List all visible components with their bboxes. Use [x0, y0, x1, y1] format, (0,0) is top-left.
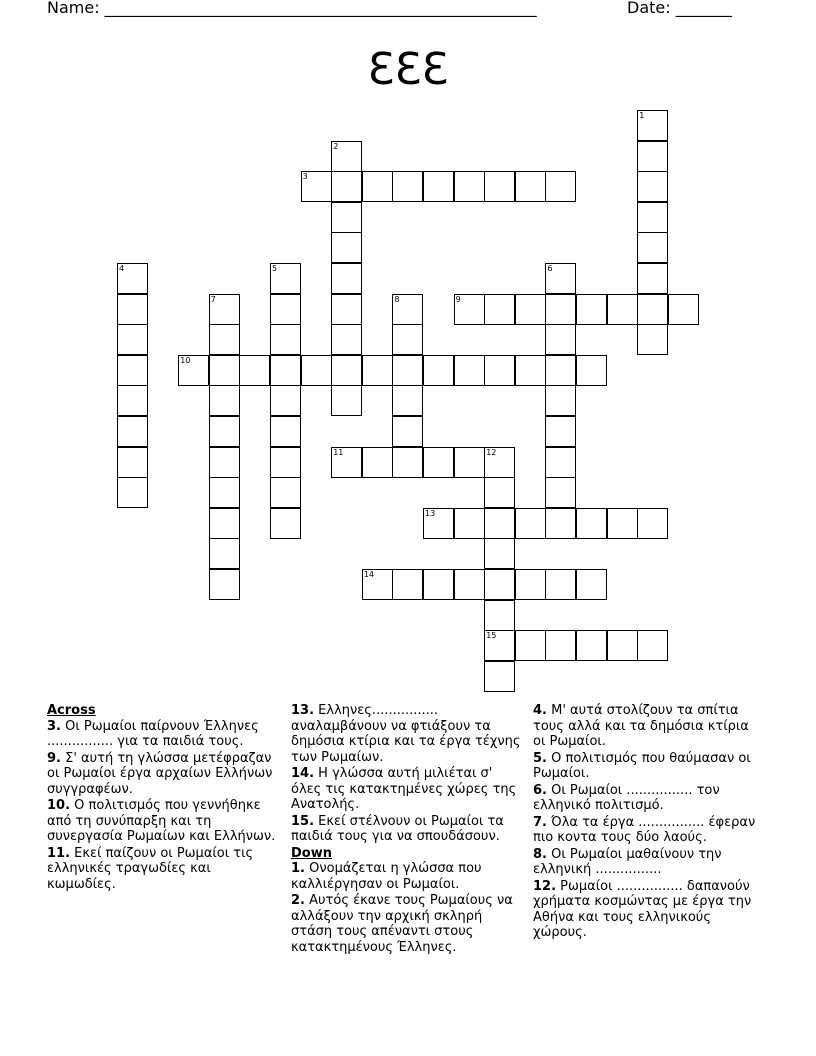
- grid-cell[interactable]: [454, 355, 485, 386]
- clue-text: Μ' αυτά στολίζουν τα σπίτια τους αλλά και τα δημόσια κτίρια οι Ρωμαίοι.: [533, 703, 749, 749]
- cell-number: 15: [486, 631, 497, 641]
- grid-cell[interactable]: [423, 447, 454, 478]
- clue-down-7: [533, 815, 765, 846]
- grid-cell[interactable]: [331, 294, 362, 325]
- grid-cell[interactable]: [423, 171, 454, 202]
- grid-cell[interactable]: [576, 294, 607, 325]
- grid-cell[interactable]: [270, 416, 301, 447]
- grid-cell[interactable]: [117, 477, 148, 508]
- grid-cell[interactable]: [545, 447, 576, 478]
- clue-number: 13.: [291, 703, 315, 718]
- clue-text: Ρωμαίοι ................ δαπανούν χρήματα κοσμώντας με έργα την Αθήνα και τους ελληνικούς χώρους.: [533, 878, 752, 940]
- grid-cell[interactable]: [270, 477, 301, 508]
- grid-cell[interactable]: [423, 569, 454, 600]
- grid-cell[interactable]: [454, 294, 485, 325]
- name-field-label: Name: ______________________________________________________: [47, 0, 537, 17]
- grid-cell[interactable]: [270, 324, 301, 355]
- grid-cell[interactable]: [270, 294, 301, 325]
- cell-number: 14: [363, 570, 374, 579]
- grid-cell[interactable]: [392, 324, 423, 355]
- grid-cell[interactable]: [576, 508, 607, 539]
- clue-column-3: [533, 703, 765, 942]
- clue-across-3: [47, 719, 279, 750]
- grid-cell[interactable]: [637, 141, 668, 172]
- grid-cell[interactable]: [331, 355, 362, 386]
- grid-cell[interactable]: [484, 294, 515, 325]
- clue-text: Οι Ρωμαίοι μαθαίνουν την ελληνική ................: [533, 846, 722, 877]
- clue-number: 9.: [47, 750, 61, 766]
- grid-cell[interactable]: [392, 385, 423, 416]
- grid-cell[interactable]: [209, 324, 240, 355]
- grid-cell[interactable]: [209, 447, 240, 478]
- clue-number: 12.: [533, 878, 557, 894]
- cell-number: 12: [486, 447, 497, 457]
- grid-cell[interactable]: [117, 294, 148, 325]
- grid-cell[interactable]: [484, 661, 515, 692]
- grid-cell[interactable]: [454, 447, 485, 478]
- clue-across-11: [47, 846, 279, 893]
- clue-text: Ο πολιτισμός που θαύμασαν οι Ρωμαίοι.: [533, 750, 751, 781]
- grid-cell[interactable]: [545, 294, 576, 325]
- grid-cell[interactable]: [117, 416, 148, 447]
- grid-cell[interactable]: [362, 569, 393, 600]
- cell-number: 3: [302, 172, 308, 182]
- grid-cell[interactable]: [576, 569, 607, 600]
- grid-cell[interactable]: [270, 447, 301, 478]
- grid-cell[interactable]: [637, 232, 668, 263]
- grid-cell[interactable]: [331, 324, 362, 355]
- grid-cell[interactable]: [301, 355, 332, 386]
- clue-text: Εκεί στέλνουν οι Ρωμαίοι τα παιδιά τους για να σπουδάσουν.: [291, 813, 504, 844]
- grid-cell[interactable]: [301, 171, 332, 202]
- date-field-label: Date: _______: [627, 0, 732, 17]
- grid-cell[interactable]: [209, 477, 240, 508]
- grid-cell[interactable]: [392, 294, 423, 325]
- clue-text: Η γλώσσα αυτή μιλιέται σ' όλες τις κατακτημένες χώρες της Ανατολής.: [291, 766, 517, 812]
- clue-number: 5.: [533, 750, 547, 766]
- grid-cell[interactable]: [178, 355, 209, 386]
- cell-number: 9: [455, 294, 461, 304]
- grid-cell[interactable]: [209, 355, 240, 386]
- grid-cell[interactable]: [117, 447, 148, 478]
- grid-cell[interactable]: [423, 355, 454, 386]
- across-heading: Across: [47, 703, 96, 718]
- clue-text: Εκεί παίζουν οι Ρωμαίοι τις ελληνικές τραγωδίες και κωμωδίες.: [47, 845, 254, 892]
- clue-down-1: [291, 861, 523, 892]
- grid-cell[interactable]: [545, 385, 576, 416]
- grid-cell[interactable]: [576, 630, 607, 661]
- cell-number: 11: [333, 447, 344, 457]
- grid-cell[interactable]: [331, 447, 362, 478]
- cell-number: 4: [119, 264, 125, 273]
- grid-cell[interactable]: [515, 508, 546, 539]
- clue-down-5: [533, 751, 765, 782]
- grid-cell[interactable]: [576, 355, 607, 386]
- grid-cell[interactable]: [545, 569, 576, 600]
- grid-cell[interactable]: [484, 508, 515, 539]
- clue-across-9: [47, 751, 279, 798]
- grid-cell[interactable]: [637, 630, 668, 661]
- grid-cell[interactable]: [454, 171, 485, 202]
- grid-cell[interactable]: [270, 355, 301, 386]
- clue-number: 2.: [291, 893, 305, 908]
- clue-text: Σ' αυτή τη γλώσσα μετέφραζαν οι Ρωμαίοι έργα αρχαίων Ελλήνων συγγραφέων.: [47, 750, 273, 797]
- grid-cell[interactable]: [545, 477, 576, 508]
- grid-cell[interactable]: [423, 508, 454, 539]
- cell-number: 7: [210, 294, 216, 304]
- grid-cell[interactable]: [545, 630, 576, 661]
- grid-cell[interactable]: [484, 477, 515, 508]
- grid-cell[interactable]: [637, 324, 668, 355]
- clue-text: Ο πολιτισμός που γεννήθηκε από τη συνύπαρξη και τη συνεργασία Ρωμαίων και Ελλήνων.: [47, 798, 276, 844]
- grid-cell[interactable]: [545, 508, 576, 539]
- grid-cell[interactable]: [484, 171, 515, 202]
- clue-text: Οι Ρωμαίοι παίρνουν Έλληνες ................ για τα παιδιά τους.: [47, 718, 259, 749]
- grid-cell[interactable]: [392, 416, 423, 447]
- grid-cell[interactable]: [331, 141, 362, 172]
- grid-cell[interactable]: [454, 569, 485, 600]
- clue-number: 10.: [47, 798, 71, 813]
- clue-down-4: [533, 703, 765, 750]
- grid-cell[interactable]: [209, 569, 240, 600]
- grid-cell[interactable]: [484, 538, 515, 569]
- grid-cell[interactable]: [209, 416, 240, 447]
- grid-cell[interactable]: [331, 263, 362, 294]
- clue-across-13: [291, 703, 523, 765]
- cell-number: 5: [272, 264, 278, 273]
- clue-across-14: [291, 766, 523, 813]
- grid-cell[interactable]: [331, 202, 362, 233]
- grid-cell[interactable]: [515, 294, 546, 325]
- grid-cell[interactable]: [362, 171, 393, 202]
- grid-cell[interactable]: [637, 263, 668, 294]
- clue-down-6: [533, 783, 765, 814]
- grid-cell[interactable]: [117, 324, 148, 355]
- grid-cell[interactable]: [484, 569, 515, 600]
- cell-number: 8: [394, 294, 400, 304]
- grid-cell[interactable]: [515, 630, 546, 661]
- grid-cell[interactable]: [515, 171, 546, 202]
- grid-cell[interactable]: [209, 538, 240, 569]
- grid-cell[interactable]: [270, 508, 301, 539]
- grid-cell[interactable]: [545, 416, 576, 447]
- grid-cell[interactable]: [239, 355, 270, 386]
- cell-number: 1: [639, 111, 645, 120]
- grid-cell[interactable]: [668, 294, 699, 325]
- grid-cell[interactable]: [331, 171, 362, 202]
- clue-text: Αυτός έκανε τους Ρωμαίους να αλλάξουν την αρχική σκληρή στάση τους απέναντι στους κατακτημένους Έλληνες.: [291, 893, 513, 955]
- clue-down-12: [533, 879, 765, 941]
- clue-number: 14.: [291, 766, 315, 781]
- grid-cell[interactable]: [331, 232, 362, 263]
- cell-number: 10: [180, 355, 191, 365]
- grid-cell[interactable]: [637, 294, 668, 325]
- grid-cell[interactable]: [515, 569, 546, 600]
- grid-cell[interactable]: [392, 569, 423, 600]
- clue-number: 6.: [533, 782, 547, 798]
- clue-across-15: [291, 814, 523, 845]
- clue-text: Ελληνες................ αναλαμβάνουν να φτιάξουν τα δημόσια κτίρια και τα έργα τέχνης των Ρωμαίων.: [291, 703, 521, 765]
- grid-cell[interactable]: [392, 171, 423, 202]
- grid-cell[interactable]: [117, 263, 148, 294]
- clue-number: 8.: [533, 846, 547, 862]
- clue-number: 11.: [47, 845, 71, 861]
- grid-cell[interactable]: [117, 385, 148, 416]
- grid-cell[interactable]: [209, 294, 240, 325]
- cell-number: 13: [425, 508, 436, 518]
- grid-cell[interactable]: [484, 630, 515, 661]
- clue-column-1: [47, 703, 279, 893]
- clue-number: 1.: [291, 861, 305, 876]
- grid-cell[interactable]: [454, 508, 485, 539]
- grid-cell[interactable]: [484, 355, 515, 386]
- grid-cell[interactable]: [637, 110, 668, 141]
- page-title: ƐƐƐ: [367, 44, 449, 95]
- grid-cell[interactable]: [545, 324, 576, 355]
- grid-cell[interactable]: [607, 508, 638, 539]
- clue-down-2: [291, 893, 523, 955]
- down-heading: Down: [291, 845, 332, 861]
- grid-cell[interactable]: [545, 171, 576, 202]
- clue-across-10: [47, 798, 279, 845]
- grid-cell[interactable]: [637, 508, 668, 539]
- grid-cell[interactable]: [545, 355, 576, 386]
- grid-cell[interactable]: [270, 385, 301, 416]
- grid-cell[interactable]: [484, 447, 515, 478]
- cell-number: 6: [547, 264, 553, 273]
- grid-cell[interactable]: [392, 355, 423, 386]
- grid-cell[interactable]: [607, 294, 638, 325]
- clue-number: 3.: [47, 718, 61, 734]
- clue-column-2: [291, 703, 523, 956]
- grid-cell[interactable]: [270, 263, 301, 294]
- grid-cell[interactable]: [515, 355, 546, 386]
- clue-number: 4.: [533, 703, 547, 718]
- cell-number: 2: [333, 141, 339, 151]
- clue-text: Όλα τα έργα ................ έφεραν πιο κοντα τους δύο λαούς.: [533, 814, 756, 845]
- clue-number: 15.: [291, 813, 315, 829]
- grid-cell[interactable]: [484, 600, 515, 631]
- clue-text: Ονομάζεται η γλώσσα που καλλιέργησαν οι Ρωμαίοι.: [291, 861, 482, 892]
- clue-down-8: [533, 847, 765, 878]
- grid-cell[interactable]: [545, 263, 576, 294]
- clue-number: 7.: [533, 814, 547, 830]
- grid-cell[interactable]: [392, 447, 423, 478]
- grid-cell[interactable]: [607, 630, 638, 661]
- grid-cell[interactable]: [637, 171, 668, 202]
- grid-cell[interactable]: [637, 202, 668, 233]
- grid-cell[interactable]: [117, 355, 148, 386]
- grid-cell[interactable]: [209, 508, 240, 539]
- clue-text: Οι Ρωμαίοι ................ τον ελληνικό πολιτισμό.: [533, 782, 720, 813]
- grid-cell[interactable]: [331, 385, 362, 416]
- grid-cell[interactable]: [362, 447, 393, 478]
- grid-cell[interactable]: [362, 355, 393, 386]
- grid-cell[interactable]: [209, 385, 240, 416]
